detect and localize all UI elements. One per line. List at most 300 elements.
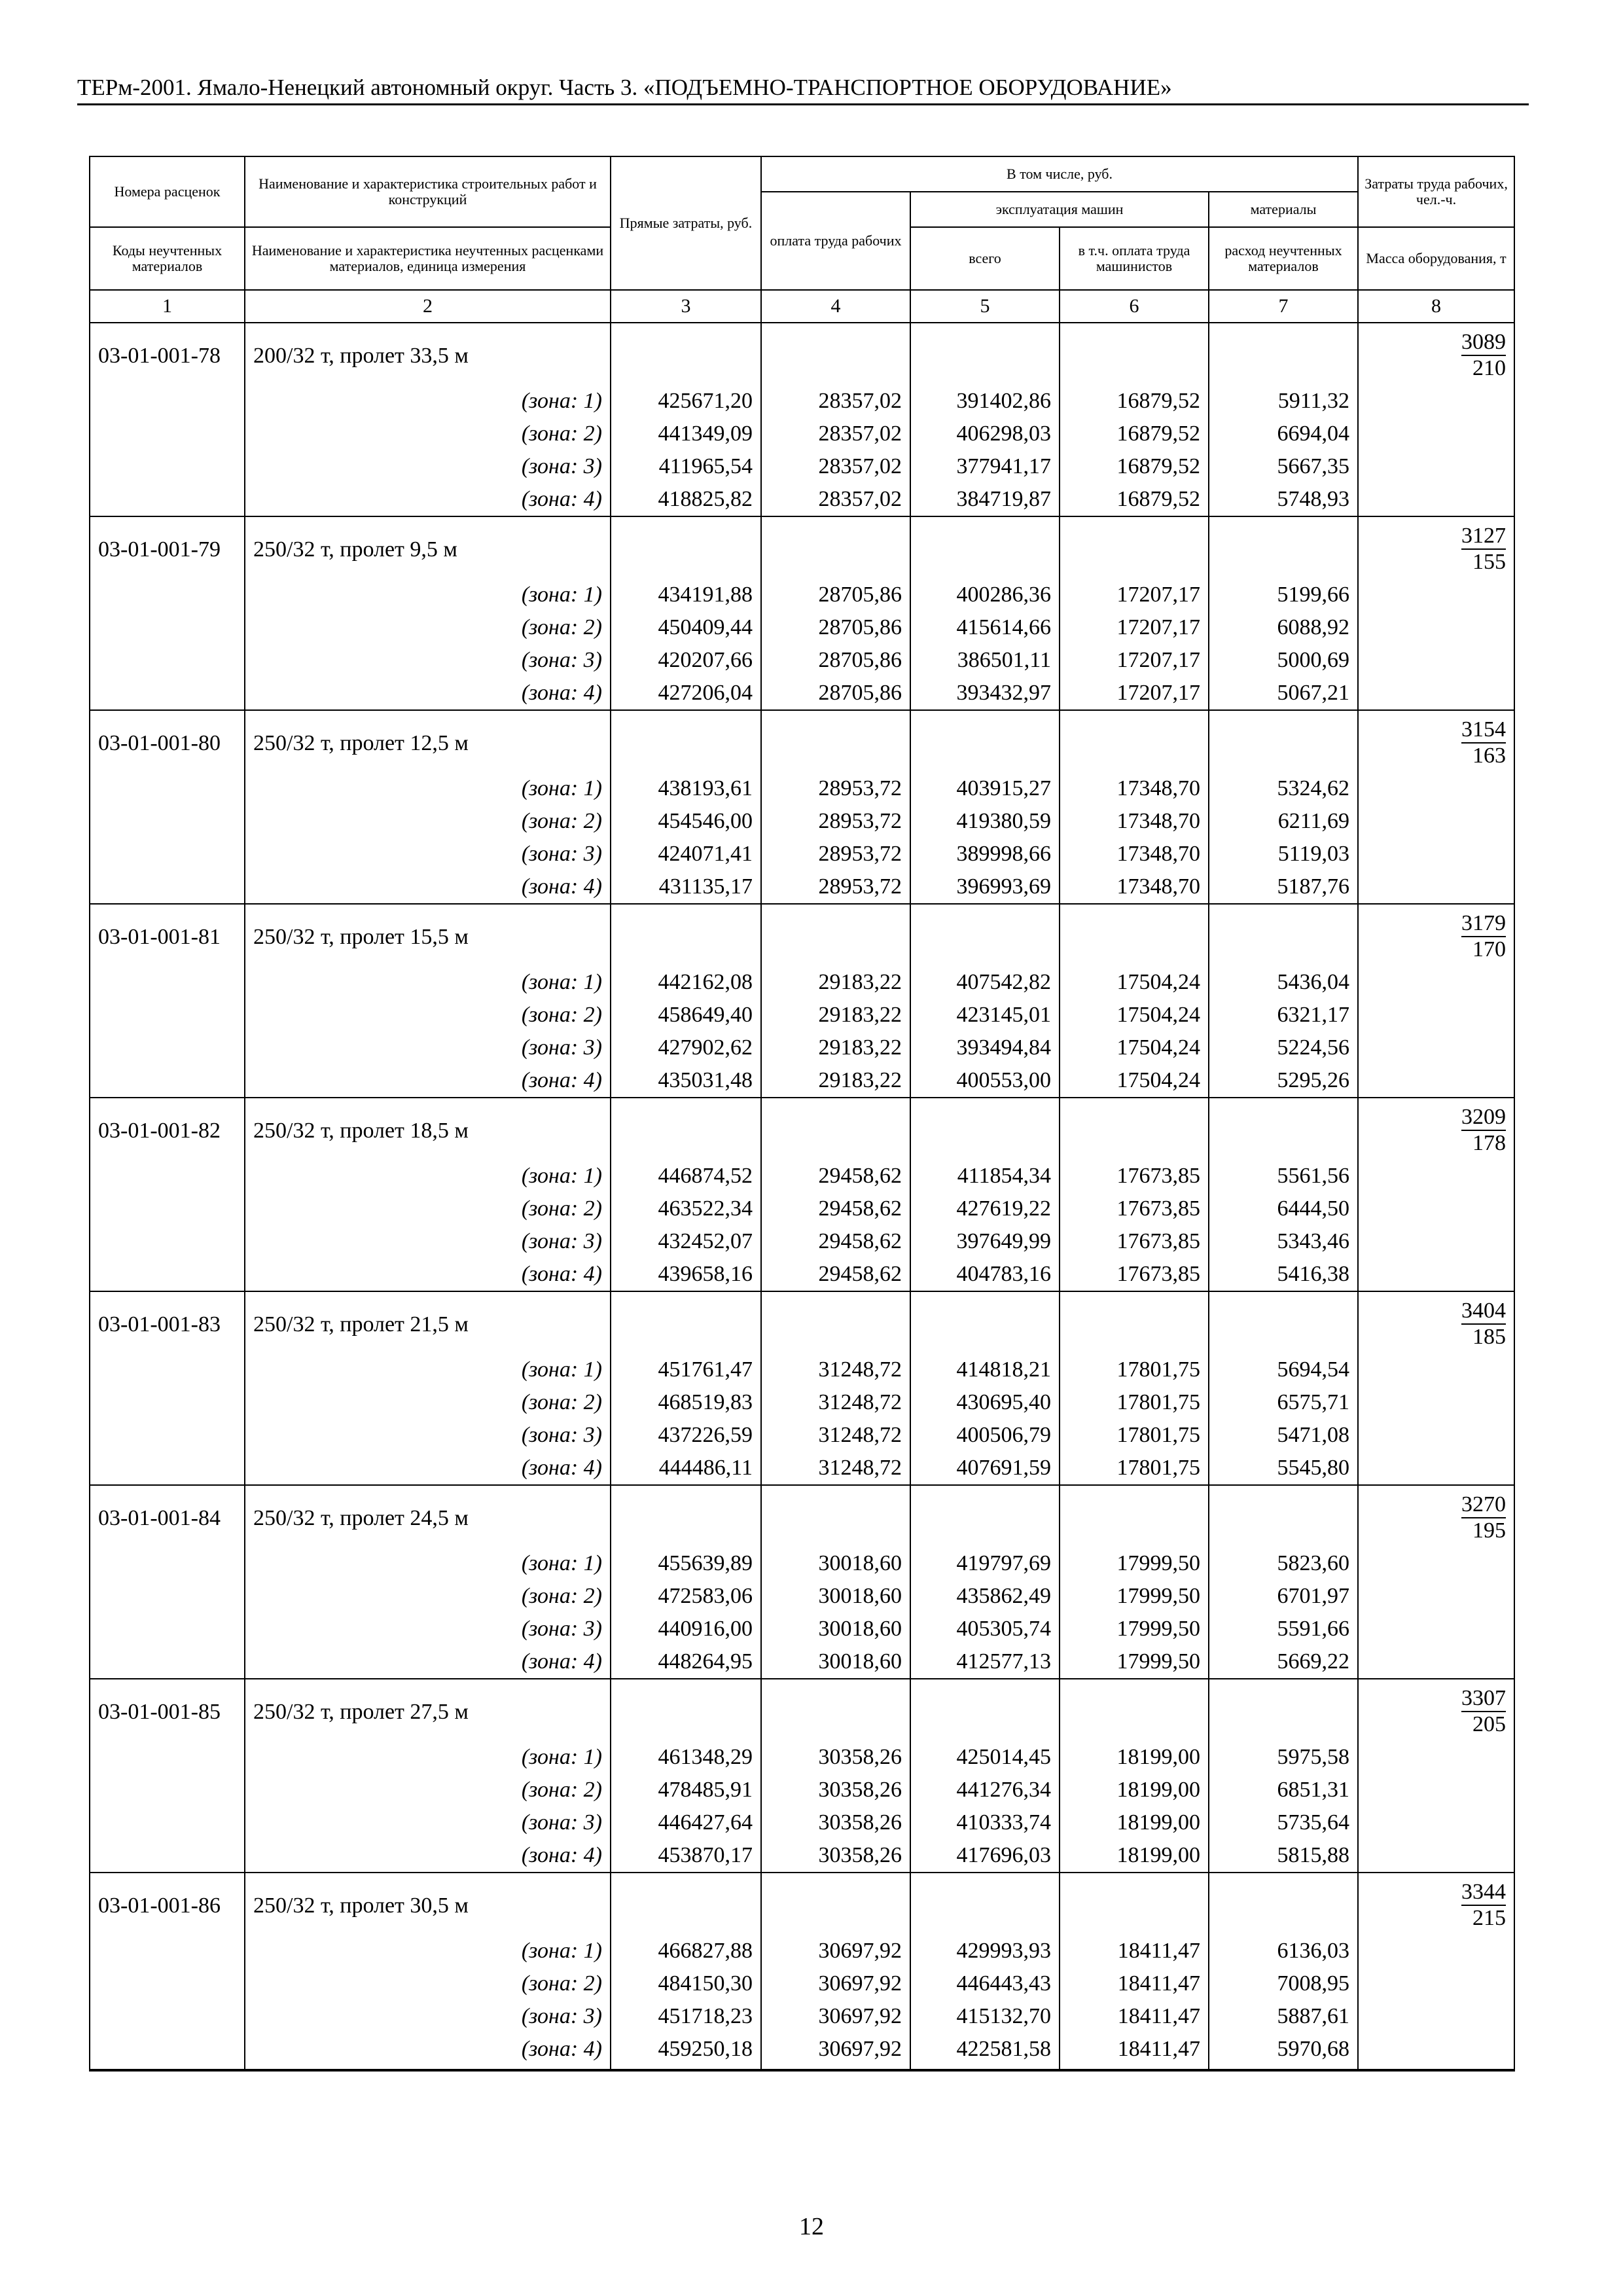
empty-cell bbox=[1358, 2000, 1514, 2033]
materials-cost: 5561,56 bbox=[1209, 1160, 1358, 1193]
zone-label: (зона: 2) bbox=[245, 1967, 611, 2000]
operator-wages: 17999,50 bbox=[1060, 1547, 1209, 1580]
table-header bbox=[90, 156, 1514, 323]
zone-label: (зона: 3) bbox=[245, 838, 611, 870]
operator-wages: 17207,17 bbox=[1060, 644, 1209, 677]
zone-row bbox=[90, 1354, 1514, 1386]
page-number: 12 bbox=[799, 2213, 824, 2240]
labor-mass-fraction bbox=[1461, 717, 1506, 768]
table-row bbox=[90, 1291, 1514, 1354]
operator-wages: 17999,50 bbox=[1060, 1613, 1209, 1645]
zone-row bbox=[90, 1547, 1514, 1580]
empty-cell bbox=[1358, 611, 1514, 644]
empty-cell bbox=[1358, 1386, 1514, 1419]
labor-mass-cell bbox=[1358, 1098, 1514, 1160]
worker-wages: 28953,72 bbox=[761, 838, 910, 870]
operator-wages: 16879,52 bbox=[1060, 450, 1209, 483]
direct-costs: 439658,16 bbox=[611, 1258, 761, 1291]
materials-cost: 5735,64 bbox=[1209, 1806, 1358, 1839]
empty-cell bbox=[1209, 323, 1358, 385]
empty-cell bbox=[90, 1354, 245, 1386]
header-col7: расход неучтенных материалов bbox=[1209, 227, 1358, 290]
header-col2-top: Наименование и характеристика строительных работ и конструкций bbox=[245, 156, 611, 227]
rate-code: 03-01-001-86 bbox=[90, 1873, 245, 1935]
empty-cell bbox=[1060, 1873, 1209, 1935]
header-col8-top: Затраты труда рабочих, чел.-ч. bbox=[1358, 156, 1514, 227]
zone-label: (зона: 4) bbox=[245, 1258, 611, 1291]
equipment-mass: 178 bbox=[1472, 1131, 1507, 1155]
materials-cost: 5694,54 bbox=[1209, 1354, 1358, 1386]
zone-row bbox=[90, 1258, 1514, 1291]
zone-label: (зона: 4) bbox=[245, 1839, 611, 1873]
empty-cell bbox=[761, 710, 910, 772]
labor-mass-cell bbox=[1358, 516, 1514, 579]
empty-cell bbox=[1209, 1485, 1358, 1547]
zone-label: (зона: 2) bbox=[245, 1193, 611, 1225]
worker-wages: 28705,86 bbox=[761, 644, 910, 677]
empty-cell bbox=[90, 450, 245, 483]
empty-cell bbox=[90, 1741, 245, 1774]
empty-cell bbox=[761, 1873, 910, 1935]
empty-cell bbox=[1209, 1098, 1358, 1160]
worker-wages: 28357,02 bbox=[761, 385, 910, 418]
zone-row bbox=[90, 1774, 1514, 1806]
zone-row bbox=[90, 1225, 1514, 1258]
empty-cell bbox=[1060, 710, 1209, 772]
labor-mass-cell bbox=[1358, 1291, 1514, 1354]
page-header: ТЕРм-2001. Ямало-Ненецкий автономный округ. Часть 3. «ПОДЪЕМНО-ТРАНСПОРТНОЕ ОБОРУДОВАНИЕ» bbox=[77, 73, 1529, 105]
rate-code: 03-01-001-83 bbox=[90, 1291, 245, 1354]
empty-cell bbox=[1209, 1679, 1358, 1741]
zone-row bbox=[90, 1806, 1514, 1839]
worker-wages: 31248,72 bbox=[761, 1419, 910, 1452]
empty-cell bbox=[90, 1193, 245, 1225]
zone-label: (зона: 1) bbox=[245, 1547, 611, 1580]
worker-wages: 28705,86 bbox=[761, 579, 910, 611]
zone-row bbox=[90, 1613, 1514, 1645]
table-row bbox=[90, 1873, 1514, 1935]
operator-wages: 18411,47 bbox=[1060, 2033, 1209, 2070]
worker-wages: 29458,62 bbox=[761, 1160, 910, 1193]
machine-costs: 393432,97 bbox=[910, 677, 1060, 710]
zone-label: (зона: 2) bbox=[245, 1580, 611, 1613]
direct-costs: 478485,91 bbox=[611, 1774, 761, 1806]
empty-cell bbox=[1209, 516, 1358, 579]
labor-mass-fraction bbox=[1461, 1686, 1506, 1737]
labor-hours: 3154 bbox=[1461, 717, 1506, 744]
materials-cost: 6701,97 bbox=[1209, 1580, 1358, 1613]
table-row bbox=[90, 904, 1514, 966]
empty-cell bbox=[90, 2000, 245, 2033]
rate-name: 250/32 т, пролет 9,5 м bbox=[245, 516, 611, 579]
empty-cell bbox=[1358, 644, 1514, 677]
rate-name: 250/32 т, пролет 18,5 м bbox=[245, 1098, 611, 1160]
machine-costs: 406298,03 bbox=[910, 418, 1060, 450]
header-col6: в т.ч. оплата труда машинистов bbox=[1060, 227, 1209, 290]
operator-wages: 17348,70 bbox=[1060, 772, 1209, 805]
direct-costs: 425671,20 bbox=[611, 385, 761, 418]
operator-wages: 16879,52 bbox=[1060, 483, 1209, 516]
empty-cell bbox=[1060, 323, 1209, 385]
operator-wages: 17801,75 bbox=[1060, 1419, 1209, 1452]
direct-costs: 424071,41 bbox=[611, 838, 761, 870]
equipment-mass: 205 bbox=[1472, 1712, 1507, 1736]
zone-label: (зона: 1) bbox=[245, 1354, 611, 1386]
empty-cell bbox=[611, 1873, 761, 1935]
empty-cell bbox=[1358, 1031, 1514, 1064]
materials-cost: 6444,50 bbox=[1209, 1193, 1358, 1225]
equipment-mass: 155 bbox=[1472, 550, 1507, 574]
zone-label: (зона: 1) bbox=[245, 966, 611, 999]
empty-cell bbox=[1209, 1873, 1358, 1935]
empty-cell bbox=[90, 838, 245, 870]
direct-costs: 411965,54 bbox=[611, 450, 761, 483]
zone-row bbox=[90, 644, 1514, 677]
materials-cost: 5199,66 bbox=[1209, 579, 1358, 611]
zone-row bbox=[90, 1580, 1514, 1613]
column-number: 8 bbox=[1358, 290, 1514, 323]
empty-cell bbox=[1358, 1580, 1514, 1613]
empty-cell bbox=[761, 516, 910, 579]
empty-cell bbox=[761, 1485, 910, 1547]
zone-row bbox=[90, 1193, 1514, 1225]
empty-cell bbox=[90, 1225, 245, 1258]
worker-wages: 28705,86 bbox=[761, 677, 910, 710]
direct-costs: 446427,64 bbox=[611, 1806, 761, 1839]
equipment-mass: 195 bbox=[1472, 1518, 1507, 1543]
materials-cost: 5436,04 bbox=[1209, 966, 1358, 999]
empty-cell bbox=[90, 1258, 245, 1291]
worker-wages: 31248,72 bbox=[761, 1452, 910, 1485]
direct-costs: 442162,08 bbox=[611, 966, 761, 999]
operator-wages: 17504,24 bbox=[1060, 966, 1209, 999]
labor-mass-cell bbox=[1358, 323, 1514, 385]
header-col3: Прямые затраты, руб. bbox=[611, 156, 761, 290]
materials-cost: 5815,88 bbox=[1209, 1839, 1358, 1873]
worker-wages: 29183,22 bbox=[761, 1031, 910, 1064]
worker-wages: 28953,72 bbox=[761, 805, 910, 838]
labor-mass-cell bbox=[1358, 904, 1514, 966]
empty-cell bbox=[1358, 418, 1514, 450]
materials-cost: 5545,80 bbox=[1209, 1452, 1358, 1485]
machine-costs: 419797,69 bbox=[910, 1547, 1060, 1580]
empty-cell bbox=[611, 1679, 761, 1741]
zone-row bbox=[90, 1839, 1514, 1873]
machine-costs: 441276,34 bbox=[910, 1774, 1060, 1806]
materials-cost: 5970,68 bbox=[1209, 2033, 1358, 2070]
zone-label: (зона: 3) bbox=[245, 1031, 611, 1064]
column-number: 3 bbox=[611, 290, 761, 323]
empty-cell bbox=[1358, 1741, 1514, 1774]
materials-cost: 5911,32 bbox=[1209, 385, 1358, 418]
labor-mass-fraction bbox=[1461, 330, 1506, 381]
operator-wages: 17673,85 bbox=[1060, 1258, 1209, 1291]
worker-wages: 30358,26 bbox=[761, 1741, 910, 1774]
materials-cost: 6211,69 bbox=[1209, 805, 1358, 838]
worker-wages: 30697,92 bbox=[761, 2000, 910, 2033]
direct-costs: 448264,95 bbox=[611, 1645, 761, 1679]
operator-wages: 18411,47 bbox=[1060, 1967, 1209, 2000]
empty-cell bbox=[910, 1485, 1060, 1547]
table-row bbox=[90, 1679, 1514, 1741]
zone-label: (зона: 1) bbox=[245, 1160, 611, 1193]
rate-name: 200/32 т, пролет 33,5 м bbox=[245, 323, 611, 385]
direct-costs: 463522,34 bbox=[611, 1193, 761, 1225]
direct-costs: 420207,66 bbox=[611, 644, 761, 677]
zone-label: (зона: 4) bbox=[245, 1645, 611, 1679]
zone-label: (зона: 4) bbox=[245, 1064, 611, 1098]
materials-cost: 6694,04 bbox=[1209, 418, 1358, 450]
rate-code: 03-01-001-79 bbox=[90, 516, 245, 579]
operator-wages: 18199,00 bbox=[1060, 1774, 1209, 1806]
zone-row bbox=[90, 1645, 1514, 1679]
empty-cell bbox=[90, 772, 245, 805]
machine-costs: 377941,17 bbox=[910, 450, 1060, 483]
direct-costs: 437226,59 bbox=[611, 1419, 761, 1452]
empty-cell bbox=[90, 1967, 245, 2000]
direct-costs: 453870,17 bbox=[611, 1839, 761, 1873]
direct-costs: 431135,17 bbox=[611, 870, 761, 904]
column-number: 7 bbox=[1209, 290, 1358, 323]
header-col1-bottom: Коды неучтенных материалов bbox=[90, 227, 245, 290]
machine-costs: 412577,13 bbox=[910, 1645, 1060, 1679]
direct-costs: 468519,83 bbox=[611, 1386, 761, 1419]
empty-cell bbox=[1209, 1291, 1358, 1354]
direct-costs: 427206,04 bbox=[611, 677, 761, 710]
empty-cell bbox=[611, 1098, 761, 1160]
empty-cell bbox=[910, 1291, 1060, 1354]
empty-cell bbox=[1358, 1613, 1514, 1645]
rate-code: 03-01-001-78 bbox=[90, 323, 245, 385]
zone-label: (зона: 1) bbox=[245, 579, 611, 611]
equipment-mass: 210 bbox=[1472, 356, 1507, 380]
header-group-including: В том числе, руб. bbox=[761, 156, 1358, 192]
direct-costs: 451761,47 bbox=[611, 1354, 761, 1386]
zone-row bbox=[90, 2000, 1514, 2033]
zone-label: (зона: 1) bbox=[245, 1935, 611, 1967]
empty-cell bbox=[90, 966, 245, 999]
table-row bbox=[90, 516, 1514, 579]
direct-costs: 438193,61 bbox=[611, 772, 761, 805]
direct-costs: 450409,44 bbox=[611, 611, 761, 644]
zone-label: (зона: 1) bbox=[245, 1741, 611, 1774]
rate-name: 250/32 т, пролет 15,5 м bbox=[245, 904, 611, 966]
header-col5: всего bbox=[910, 227, 1060, 290]
labor-hours: 3127 bbox=[1461, 524, 1506, 550]
zone-row bbox=[90, 966, 1514, 999]
operator-wages: 17673,85 bbox=[1060, 1160, 1209, 1193]
zone-row bbox=[90, 772, 1514, 805]
zone-row bbox=[90, 1064, 1514, 1098]
empty-cell bbox=[1358, 1452, 1514, 1485]
zone-row bbox=[90, 1386, 1514, 1419]
machine-costs: 446443,43 bbox=[910, 1967, 1060, 2000]
empty-cell bbox=[90, 644, 245, 677]
header-col8-bottom: Масса оборудования, т bbox=[1358, 227, 1514, 290]
worker-wages: 28953,72 bbox=[761, 772, 910, 805]
rate-code: 03-01-001-85 bbox=[90, 1679, 245, 1741]
direct-costs: 451718,23 bbox=[611, 2000, 761, 2033]
empty-cell bbox=[611, 1291, 761, 1354]
materials-cost: 5119,03 bbox=[1209, 838, 1358, 870]
empty-cell bbox=[1358, 1193, 1514, 1225]
empty-cell bbox=[90, 805, 245, 838]
labor-mass-fraction bbox=[1461, 524, 1506, 575]
machine-costs: 429993,93 bbox=[910, 1935, 1060, 1967]
machine-costs: 423145,01 bbox=[910, 999, 1060, 1031]
materials-cost: 5669,22 bbox=[1209, 1645, 1358, 1679]
operator-wages: 17207,17 bbox=[1060, 579, 1209, 611]
operator-wages: 18199,00 bbox=[1060, 1839, 1209, 1873]
machine-costs: 405305,74 bbox=[910, 1613, 1060, 1645]
empty-cell bbox=[90, 611, 245, 644]
rate-name: 250/32 т, пролет 30,5 м bbox=[245, 1873, 611, 1935]
worker-wages: 29183,22 bbox=[761, 999, 910, 1031]
empty-cell bbox=[910, 1873, 1060, 1935]
operator-wages: 18199,00 bbox=[1060, 1741, 1209, 1774]
labor-hours: 3270 bbox=[1461, 1492, 1506, 1518]
machine-costs: 384719,87 bbox=[910, 483, 1060, 516]
empty-cell bbox=[1209, 710, 1358, 772]
empty-cell bbox=[1060, 1679, 1209, 1741]
table-row bbox=[90, 1098, 1514, 1160]
machine-costs: 414818,21 bbox=[910, 1354, 1060, 1386]
direct-costs: 461348,29 bbox=[611, 1741, 761, 1774]
operator-wages: 17999,50 bbox=[1060, 1645, 1209, 1679]
operator-wages: 17504,24 bbox=[1060, 1031, 1209, 1064]
operator-wages: 17207,17 bbox=[1060, 677, 1209, 710]
price-table bbox=[89, 156, 1515, 2072]
machine-costs: 407691,59 bbox=[910, 1452, 1060, 1485]
materials-cost: 5887,61 bbox=[1209, 2000, 1358, 2033]
operator-wages: 18411,47 bbox=[1060, 1935, 1209, 1967]
empty-cell bbox=[611, 516, 761, 579]
empty-cell bbox=[1358, 1806, 1514, 1839]
empty-cell bbox=[90, 1613, 245, 1645]
zone-label: (зона: 3) bbox=[245, 1225, 611, 1258]
zone-label: (зона: 3) bbox=[245, 1419, 611, 1452]
empty-cell bbox=[90, 418, 245, 450]
empty-cell bbox=[910, 904, 1060, 966]
machine-costs: 422581,58 bbox=[910, 2033, 1060, 2070]
empty-cell bbox=[90, 385, 245, 418]
rate-code: 03-01-001-84 bbox=[90, 1485, 245, 1547]
column-number: 6 bbox=[1060, 290, 1209, 323]
empty-cell bbox=[90, 1935, 245, 1967]
materials-cost: 5295,26 bbox=[1209, 1064, 1358, 1098]
operator-wages: 17348,70 bbox=[1060, 838, 1209, 870]
empty-cell bbox=[90, 1419, 245, 1452]
zone-row bbox=[90, 1967, 1514, 2000]
direct-costs: 444486,11 bbox=[611, 1452, 761, 1485]
empty-cell bbox=[910, 710, 1060, 772]
rate-name: 250/32 т, пролет 21,5 м bbox=[245, 1291, 611, 1354]
machine-costs: 400553,00 bbox=[910, 1064, 1060, 1098]
empty-cell bbox=[1358, 1064, 1514, 1098]
zone-label: (зона: 3) bbox=[245, 1806, 611, 1839]
zone-row bbox=[90, 1741, 1514, 1774]
materials-cost: 5000,69 bbox=[1209, 644, 1358, 677]
empty-cell bbox=[1209, 904, 1358, 966]
worker-wages: 30358,26 bbox=[761, 1839, 910, 1873]
empty-cell bbox=[90, 579, 245, 611]
operator-wages: 17673,85 bbox=[1060, 1193, 1209, 1225]
zone-label: (зона: 3) bbox=[245, 644, 611, 677]
empty-cell bbox=[90, 1064, 245, 1098]
zone-row bbox=[90, 2033, 1514, 2070]
empty-cell bbox=[1358, 1967, 1514, 2000]
worker-wages: 28357,02 bbox=[761, 450, 910, 483]
zone-row bbox=[90, 1031, 1514, 1064]
worker-wages: 30018,60 bbox=[761, 1580, 910, 1613]
materials-cost: 5416,38 bbox=[1209, 1258, 1358, 1291]
machine-costs: 396993,69 bbox=[910, 870, 1060, 904]
empty-cell bbox=[1358, 1354, 1514, 1386]
worker-wages: 30018,60 bbox=[761, 1613, 910, 1645]
empty-cell bbox=[90, 1547, 245, 1580]
empty-cell bbox=[1358, 385, 1514, 418]
machine-costs: 425014,45 bbox=[910, 1741, 1060, 1774]
table-row bbox=[90, 323, 1514, 385]
materials-cost: 5324,62 bbox=[1209, 772, 1358, 805]
machine-costs: 410333,74 bbox=[910, 1806, 1060, 1839]
equipment-mass: 163 bbox=[1472, 744, 1507, 768]
empty-cell bbox=[761, 1679, 910, 1741]
operator-wages: 17504,24 bbox=[1060, 999, 1209, 1031]
zone-row bbox=[90, 870, 1514, 904]
equipment-mass: 170 bbox=[1472, 937, 1507, 961]
header-col4: оплата труда рабочих bbox=[761, 192, 910, 290]
operator-wages: 17999,50 bbox=[1060, 1580, 1209, 1613]
empty-cell bbox=[1358, 450, 1514, 483]
empty-cell bbox=[611, 1485, 761, 1547]
zone-row bbox=[90, 838, 1514, 870]
operator-wages: 17801,75 bbox=[1060, 1452, 1209, 1485]
empty-cell bbox=[1060, 516, 1209, 579]
zone-row bbox=[90, 611, 1514, 644]
direct-costs: 446874,52 bbox=[611, 1160, 761, 1193]
materials-cost: 6088,92 bbox=[1209, 611, 1358, 644]
column-number: 1 bbox=[90, 290, 245, 323]
labor-mass-fraction bbox=[1461, 1492, 1506, 1543]
worker-wages: 28357,02 bbox=[761, 483, 910, 516]
worker-wages: 30018,60 bbox=[761, 1547, 910, 1580]
empty-cell bbox=[761, 1291, 910, 1354]
empty-cell bbox=[1358, 483, 1514, 516]
rate-name: 250/32 т, пролет 27,5 м bbox=[245, 1679, 611, 1741]
empty-cell bbox=[90, 1160, 245, 1193]
empty-cell bbox=[90, 1806, 245, 1839]
zone-label: (зона: 2) bbox=[245, 611, 611, 644]
empty-cell bbox=[90, 1452, 245, 1485]
empty-cell bbox=[1358, 1774, 1514, 1806]
machine-costs: 417696,03 bbox=[910, 1839, 1060, 1873]
empty-cell bbox=[1358, 1935, 1514, 1967]
empty-cell bbox=[1060, 904, 1209, 966]
empty-cell bbox=[1060, 1291, 1209, 1354]
labor-hours: 3404 bbox=[1461, 1299, 1506, 1325]
zone-label: (зона: 4) bbox=[245, 2033, 611, 2070]
materials-cost: 5471,08 bbox=[1209, 1419, 1358, 1452]
direct-costs: 434191,88 bbox=[611, 579, 761, 611]
machine-costs: 404783,16 bbox=[910, 1258, 1060, 1291]
labor-mass-fraction bbox=[1461, 1105, 1506, 1156]
materials-cost: 6321,17 bbox=[1209, 999, 1358, 1031]
empty-cell bbox=[90, 870, 245, 904]
empty-cell bbox=[910, 1679, 1060, 1741]
labor-mass-fraction bbox=[1461, 1299, 1506, 1350]
labor-hours: 3307 bbox=[1461, 1686, 1506, 1712]
